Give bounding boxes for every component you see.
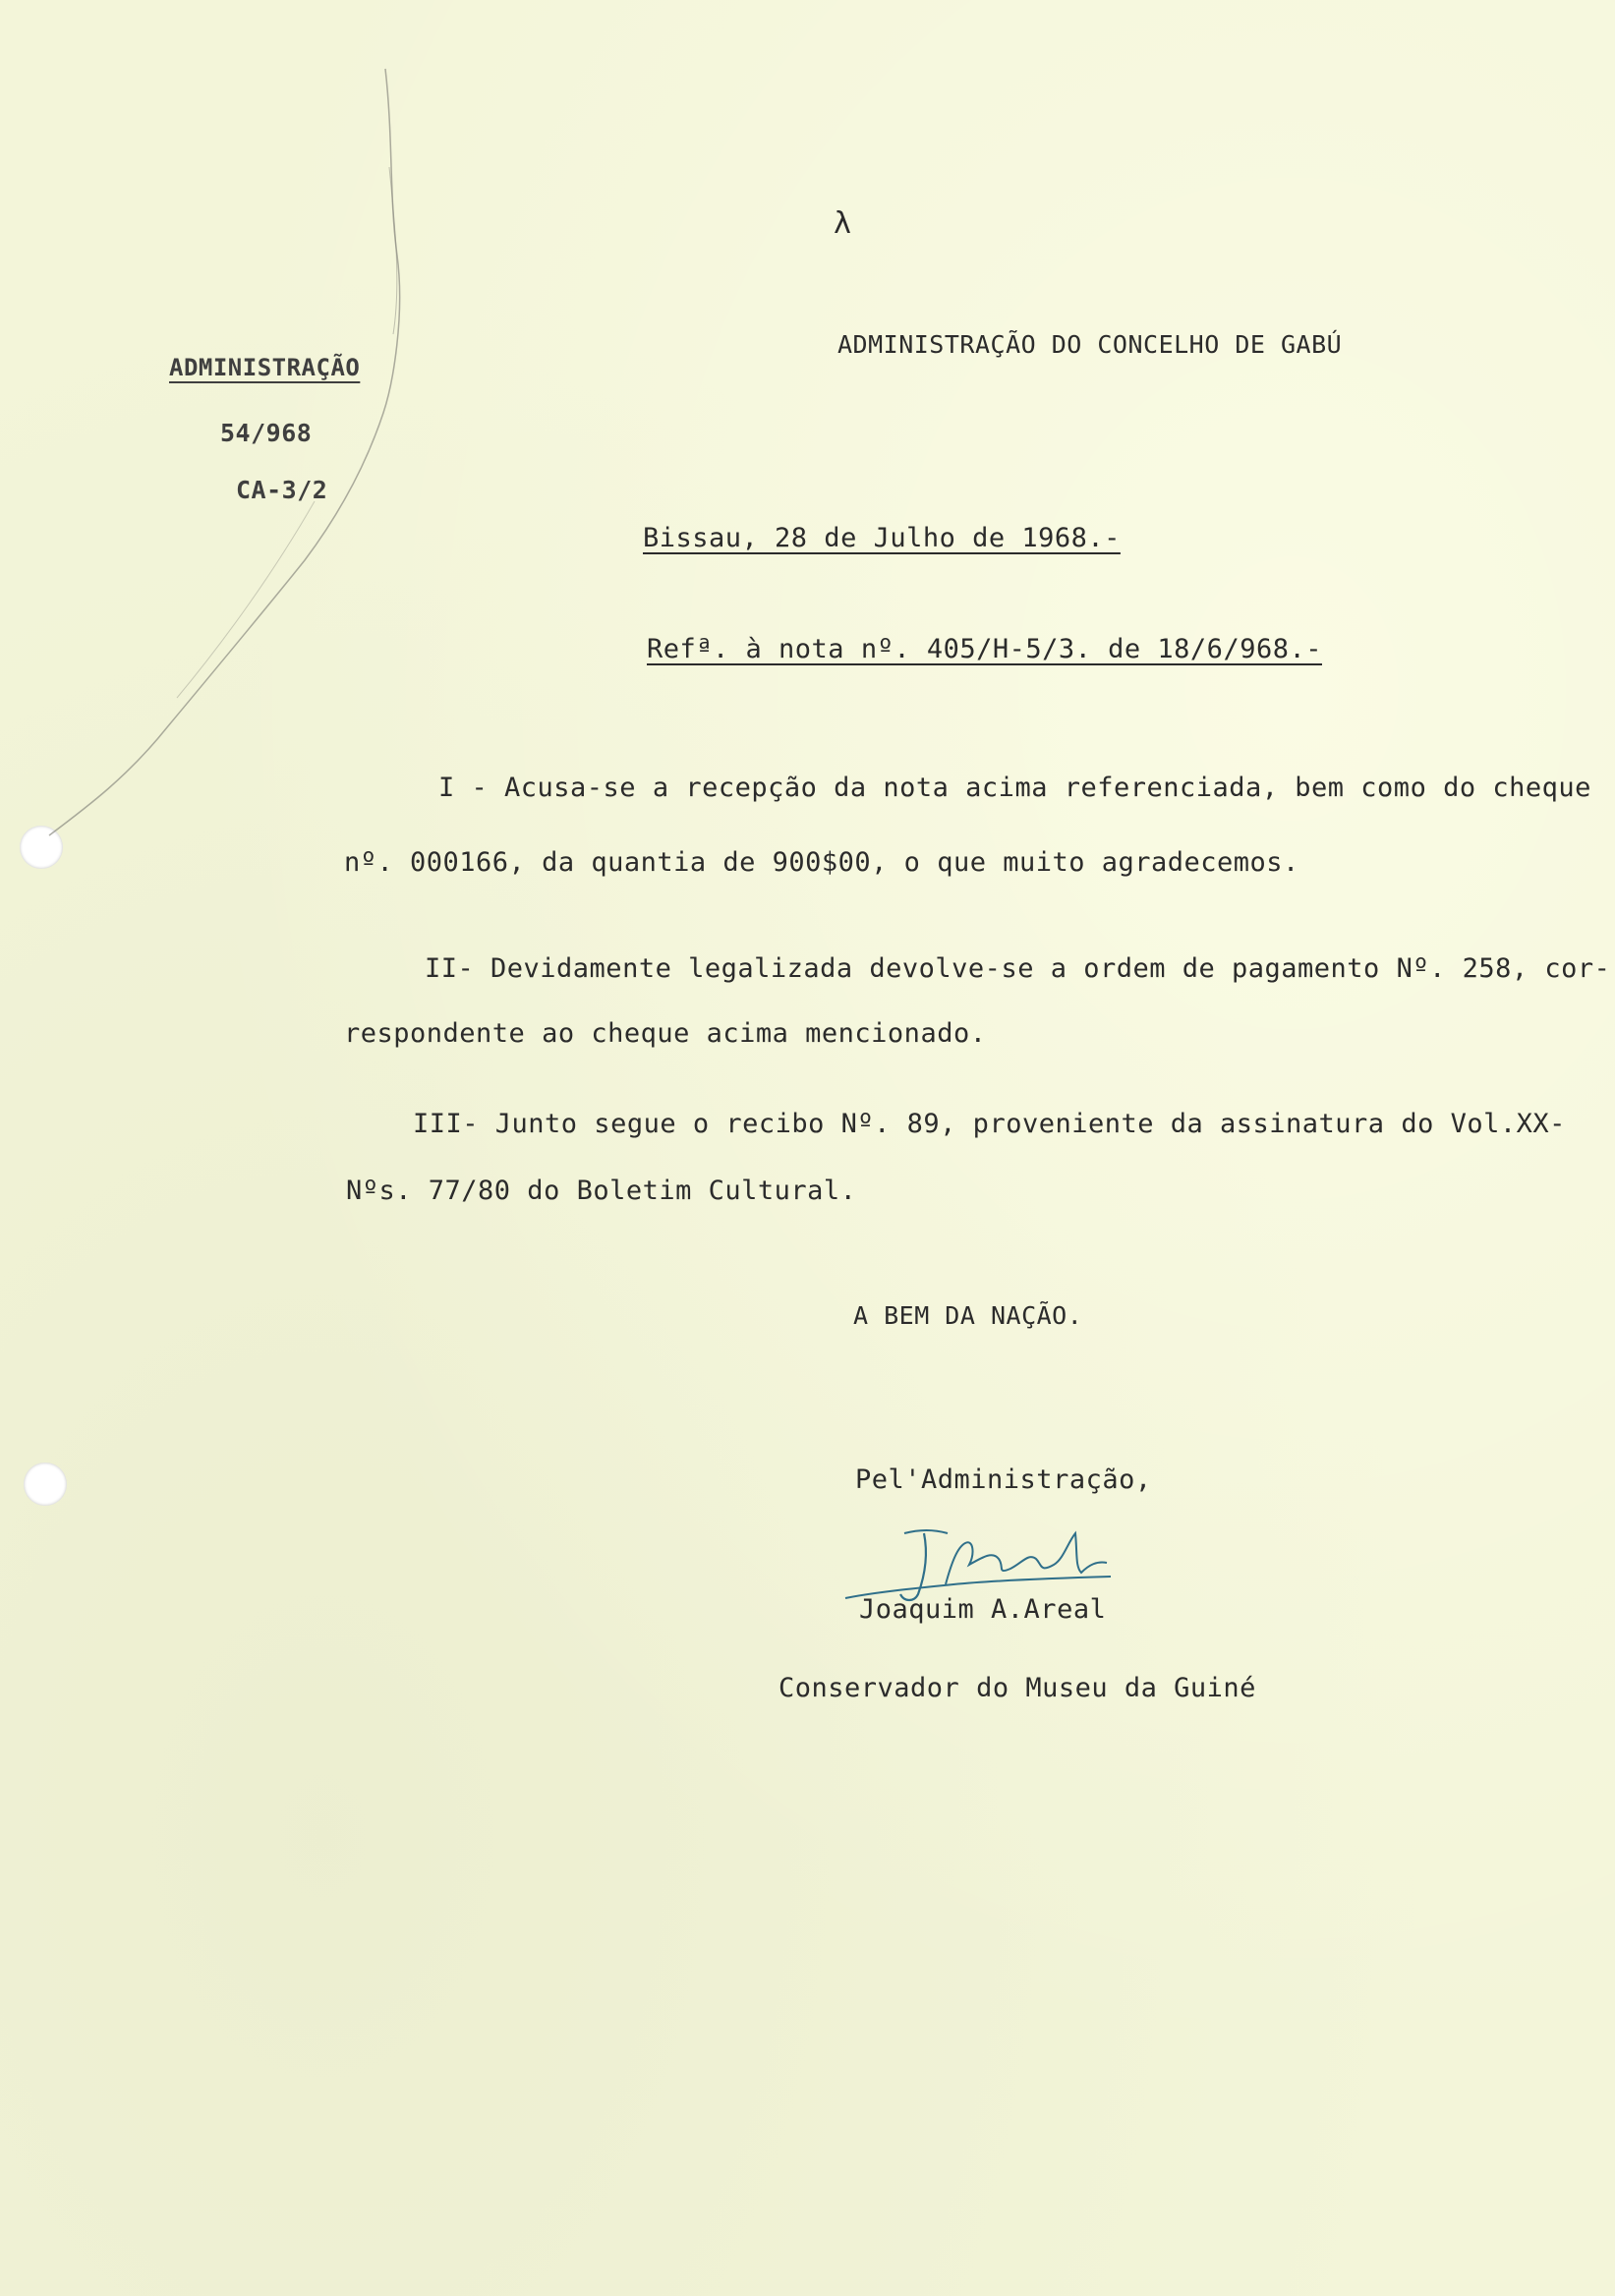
paragraph-3-line-2: Nºs. 77/80 do Boletim Cultural.	[346, 1176, 857, 1206]
addressee-header: ADMINISTRAÇÃO DO CONCELHO DE GABÚ	[837, 330, 1343, 359]
paragraph-1-line-2: nº. 000166, da quantia de 900$00, o que muito agradecemos.	[344, 847, 1299, 878]
date-line: Bissau, 28 de Julho de 1968.-	[643, 523, 1121, 553]
stamp-code	[236, 476, 327, 504]
reference-line: Refª. à nota nº. 405/H-5/3. de 18/6/968.-	[647, 634, 1322, 664]
paragraph-1-line-1: I - Acusa-se a recepção da nota acima referenciada, bem como do cheque	[438, 773, 1591, 803]
pencil-line-mark	[20, 59, 413, 845]
signer-name: Joaquim A.Areal	[859, 1594, 1107, 1625]
paragraph-2-line-1: II- Devidamente legalizada devolve-se a ordem de pagamento Nº. 258, cor-	[425, 953, 1611, 984]
paragraph-3-line-1: III- Junto segue o recibo Nº. 89, proveniente da assinatura do Vol.XX-	[413, 1109, 1566, 1139]
on-behalf-line: Pel'Administração,	[855, 1464, 1152, 1495]
signer-title: Conservador do Museu da Guiné	[779, 1673, 1256, 1703]
punch-hole-icon	[24, 1463, 67, 1506]
stamp-code-prefix: CA-	[236, 476, 282, 504]
stamp-code-suffix: 3/2	[281, 476, 328, 504]
stamp-number: 54/968	[220, 419, 313, 447]
stamp-office: ADMINISTRAÇÃO	[169, 354, 361, 381]
top-mark: λ	[834, 206, 852, 241]
paragraph-2-line-2: respondente ao cheque acima mencionado.	[344, 1018, 987, 1049]
salutation: A BEM DA NAÇÃO.	[853, 1301, 1083, 1330]
